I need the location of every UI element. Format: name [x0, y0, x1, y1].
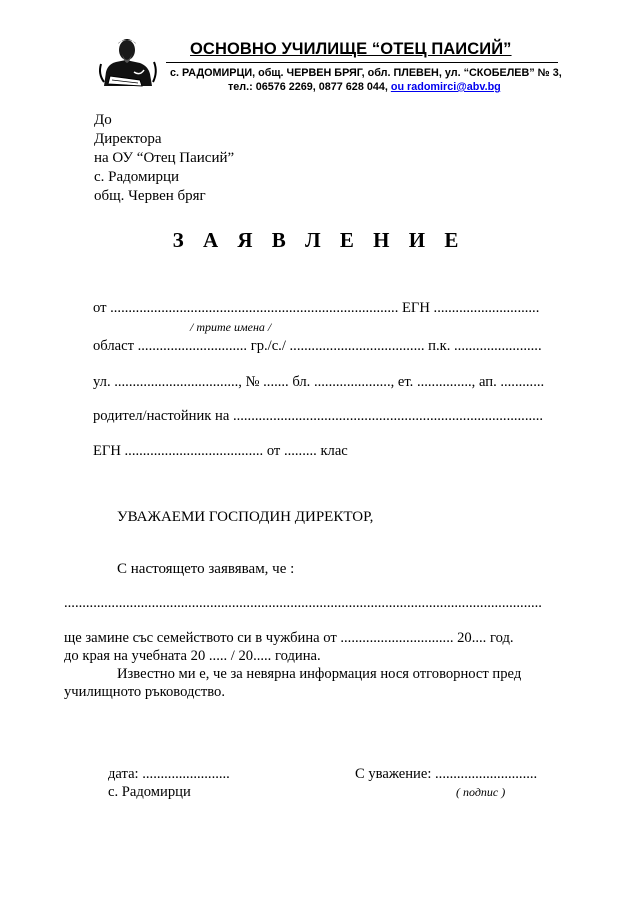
school-logo-icon — [96, 36, 160, 88]
header-divider — [166, 62, 558, 63]
statement-line-3: Известно ми е, че за невярна информация нося отговорност пред — [117, 666, 522, 682]
salutation: УВАЖАЕМИ ГОСПОДИН ДИРЕКТОР, — [117, 509, 374, 525]
recipient-line-4: с. Радомирци — [94, 169, 180, 185]
phone-numbers: тел.: 06576 2269, 0877 628 044, — [228, 81, 391, 93]
regards-signature-field: С уважение: ............................ — [355, 766, 538, 782]
recipient-line-3: на ОУ “Отец Паисий” — [94, 150, 235, 166]
statement-line-2: до края на учебната 20 ..... / 20..... година. — [64, 648, 321, 664]
statement-dotted-line: ................................................................................................................................... — [64, 595, 542, 611]
school-name: ОСНОВНО УЧИЛИЩЕ “ОТЕЦ ПАИСИЙ” — [190, 40, 512, 58]
street-field: ул. .................................., № ....... бл. ....................., ет. ..............., ап. ............ — [93, 374, 545, 390]
date-field: дата: ........................ — [108, 766, 230, 782]
statement-line-1: ще замине със семейството си в чужбина от ............................... 20.... год. — [64, 630, 514, 646]
statement-intro: С настоящето заявявам, че : — [117, 561, 295, 577]
school-address: с. РАДОМИРЦИ, общ. ЧЕРВЕН БРЯГ, обл. ПЛЕВЕН, ул. “СКОБЕЛЕВ” № 3, — [170, 67, 562, 79]
applicant-name-field: от ............................................................................... ЕГН ............................. — [93, 300, 540, 316]
names-hint: / трите имена / — [190, 320, 272, 334]
signature-hint: ( подпис ) — [456, 785, 506, 799]
school-contacts — [228, 81, 501, 93]
recipient-line-2: Директора — [94, 131, 162, 147]
document-title: З А Я В Л Е Н И Е — [172, 228, 466, 252]
region-field: област .............................. гр./с./ ..................................... п.к. ........................ — [93, 338, 542, 354]
recipient-line-1: До — [94, 112, 112, 128]
recipient-line-5: общ. Червен бряг — [94, 188, 206, 204]
statement-line-4: училищното ръководство. — [64, 684, 225, 700]
student-egn-field: ЕГН ...................................... от ......... клас — [93, 443, 348, 459]
place-label: с. Радомирци — [108, 784, 191, 800]
email-link[interactable]: ou radomirci@abv.bg — [390, 81, 501, 93]
parent-field: родител/настойник на ..................................................................................... — [93, 408, 544, 424]
